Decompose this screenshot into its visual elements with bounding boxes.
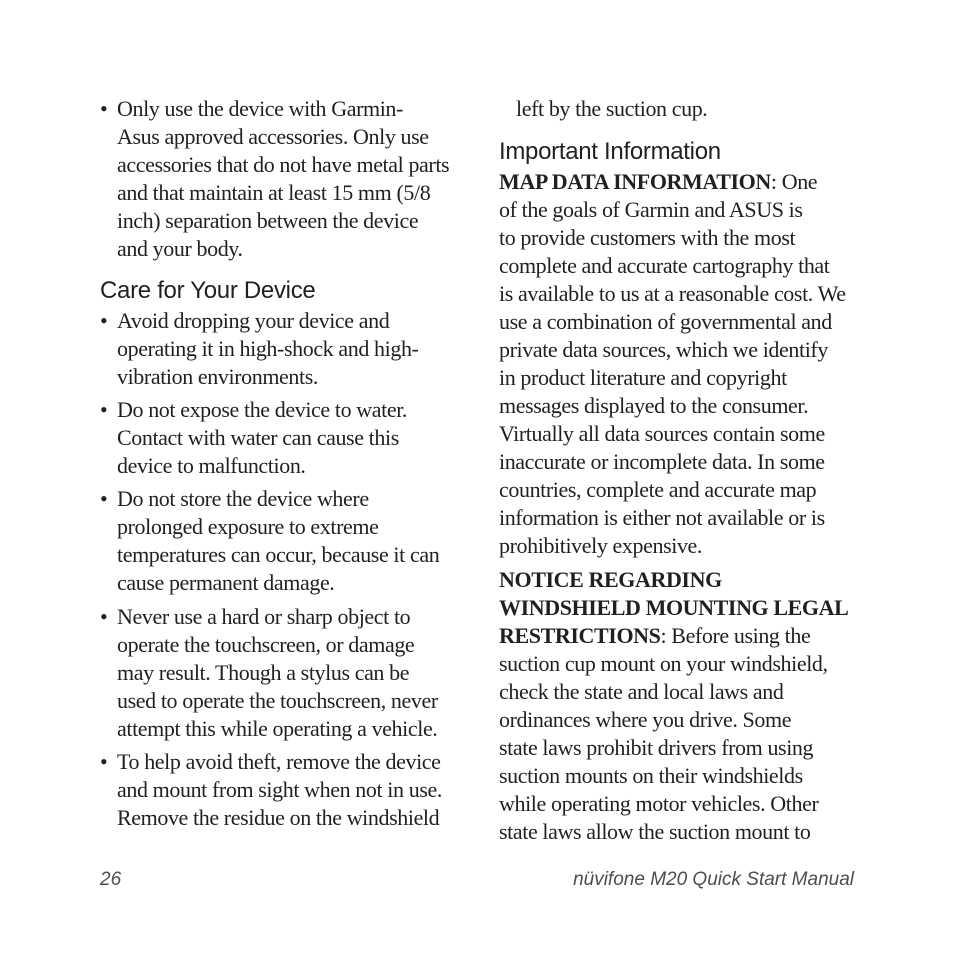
bullet-line: and that maintain at least 15 mm (5/8	[117, 180, 431, 205]
bullet-line: operate the touchscreen, or damage	[117, 632, 415, 657]
important-heading: Important Information	[499, 138, 721, 165]
paragraph-line: state laws prohibit drivers from using	[499, 735, 814, 760]
notice-label: NOTICE REGARDING	[499, 567, 722, 592]
bullet-line: Do not store the device where	[117, 486, 369, 511]
notice-label: WINDSHIELD MOUNTING LEGAL	[499, 595, 849, 620]
bullet-line: Remove the residue on the windshield	[117, 805, 440, 830]
bullet-line: accessories that do not have metal parts	[117, 152, 450, 177]
paragraph-line: check the state and local laws and	[499, 679, 784, 704]
bullet-line: Avoid dropping your device and	[117, 308, 390, 333]
care-bullet-water	[100, 396, 482, 480]
bullet-line: To help avoid theft, remove the device	[117, 749, 441, 774]
paragraph-line: information is either not available or is	[499, 505, 825, 530]
paragraph-line: RESTRICTIONS: Before using the	[499, 623, 811, 648]
bullet-line: Never use a hard or sharp object to	[117, 604, 411, 629]
bullet-dot: •	[100, 308, 108, 333]
bullet-dot: •	[100, 96, 108, 121]
care-bullet-storage	[100, 485, 482, 597]
bullet-line: temperatures can occur, because it can	[117, 542, 440, 567]
paragraph-line: MAP DATA INFORMATION: One	[499, 169, 818, 194]
paragraph-line: state laws allow the suction mount to	[499, 819, 811, 844]
paragraph-line: while operating motor vehicles. Other	[499, 791, 819, 816]
bullet-line: inch) separation between the device	[117, 208, 419, 233]
paragraph-line: suction mounts on their windshields	[499, 763, 803, 788]
bullet-dot: •	[100, 486, 108, 511]
bullet-line: attempt this while operating a vehicle.	[117, 716, 438, 741]
map-data-paragraph	[499, 168, 864, 560]
paragraph-line: prohibitively expensive.	[499, 533, 703, 558]
paragraph-line: is available to us at a reasonable cost. We	[499, 281, 846, 306]
paragraph-line: Virtually all data sources contain some	[499, 421, 825, 446]
page-number: 26	[100, 869, 122, 890]
bullet-line: Only use the device with Garmin-	[117, 96, 403, 121]
paragraph-line: to provide customers with the most	[499, 225, 796, 250]
manual-title: nüvifone M20 Quick Start Manual	[573, 869, 854, 890]
care-bullet-touchscreen	[100, 603, 482, 743]
bullet-line: vibration environments.	[117, 364, 318, 389]
bullet-dot: •	[100, 749, 108, 774]
bullet-dot: •	[100, 604, 108, 629]
paragraph-line: ordinances where you drive. Some	[499, 707, 792, 732]
paragraph-line: messages displayed to the consumer.	[499, 393, 809, 418]
paragraph-line: suction cup mount on your windshield,	[499, 651, 828, 676]
bullet-line: prolonged exposure to extreme	[117, 514, 379, 539]
accessories-bullet	[100, 95, 482, 263]
continued-text: left by the suction cup.	[516, 96, 708, 121]
map-data-label: MAP DATA INFORMATION	[499, 169, 771, 194]
windshield-notice-paragraph	[499, 566, 864, 846]
paragraph-line: use a combination of governmental and	[499, 309, 832, 334]
bullet-line: cause permanent damage.	[117, 570, 335, 595]
care-bullet-theft	[100, 748, 482, 832]
bullet-line: and your body.	[117, 236, 243, 261]
bullet-line: Contact with water can cause this	[117, 425, 399, 450]
paragraph-line: countries, complete and accurate map	[499, 477, 817, 502]
bullet-line: device to malfunction.	[117, 453, 306, 478]
paragraph-line: of the goals of Garmin and ASUS is	[499, 197, 803, 222]
care-bullet-dropping	[100, 307, 482, 391]
bullet-line: operating it in high-shock and high-	[117, 336, 419, 361]
bullet-line: used to operate the touchscreen, never	[117, 688, 438, 713]
bullet-line: may result. Though a stylus can be	[117, 660, 410, 685]
paragraph-line: in product literature and copyright	[499, 365, 787, 390]
bullet-line: Asus approved accessories. Only use	[117, 124, 429, 149]
bullet-dot: •	[100, 397, 108, 422]
bullet-line: Do not expose the device to water.	[117, 397, 408, 422]
paragraph-line: inaccurate or incomplete data. In some	[499, 449, 825, 474]
bullet-line: and mount from sight when not in use.	[117, 777, 442, 802]
notice-label: RESTRICTIONS	[499, 623, 661, 648]
paragraph-line: private data sources, which we identify	[499, 337, 828, 362]
paragraph-line: complete and accurate cartography that	[499, 253, 830, 278]
care-heading: Care for Your Device	[100, 277, 316, 304]
